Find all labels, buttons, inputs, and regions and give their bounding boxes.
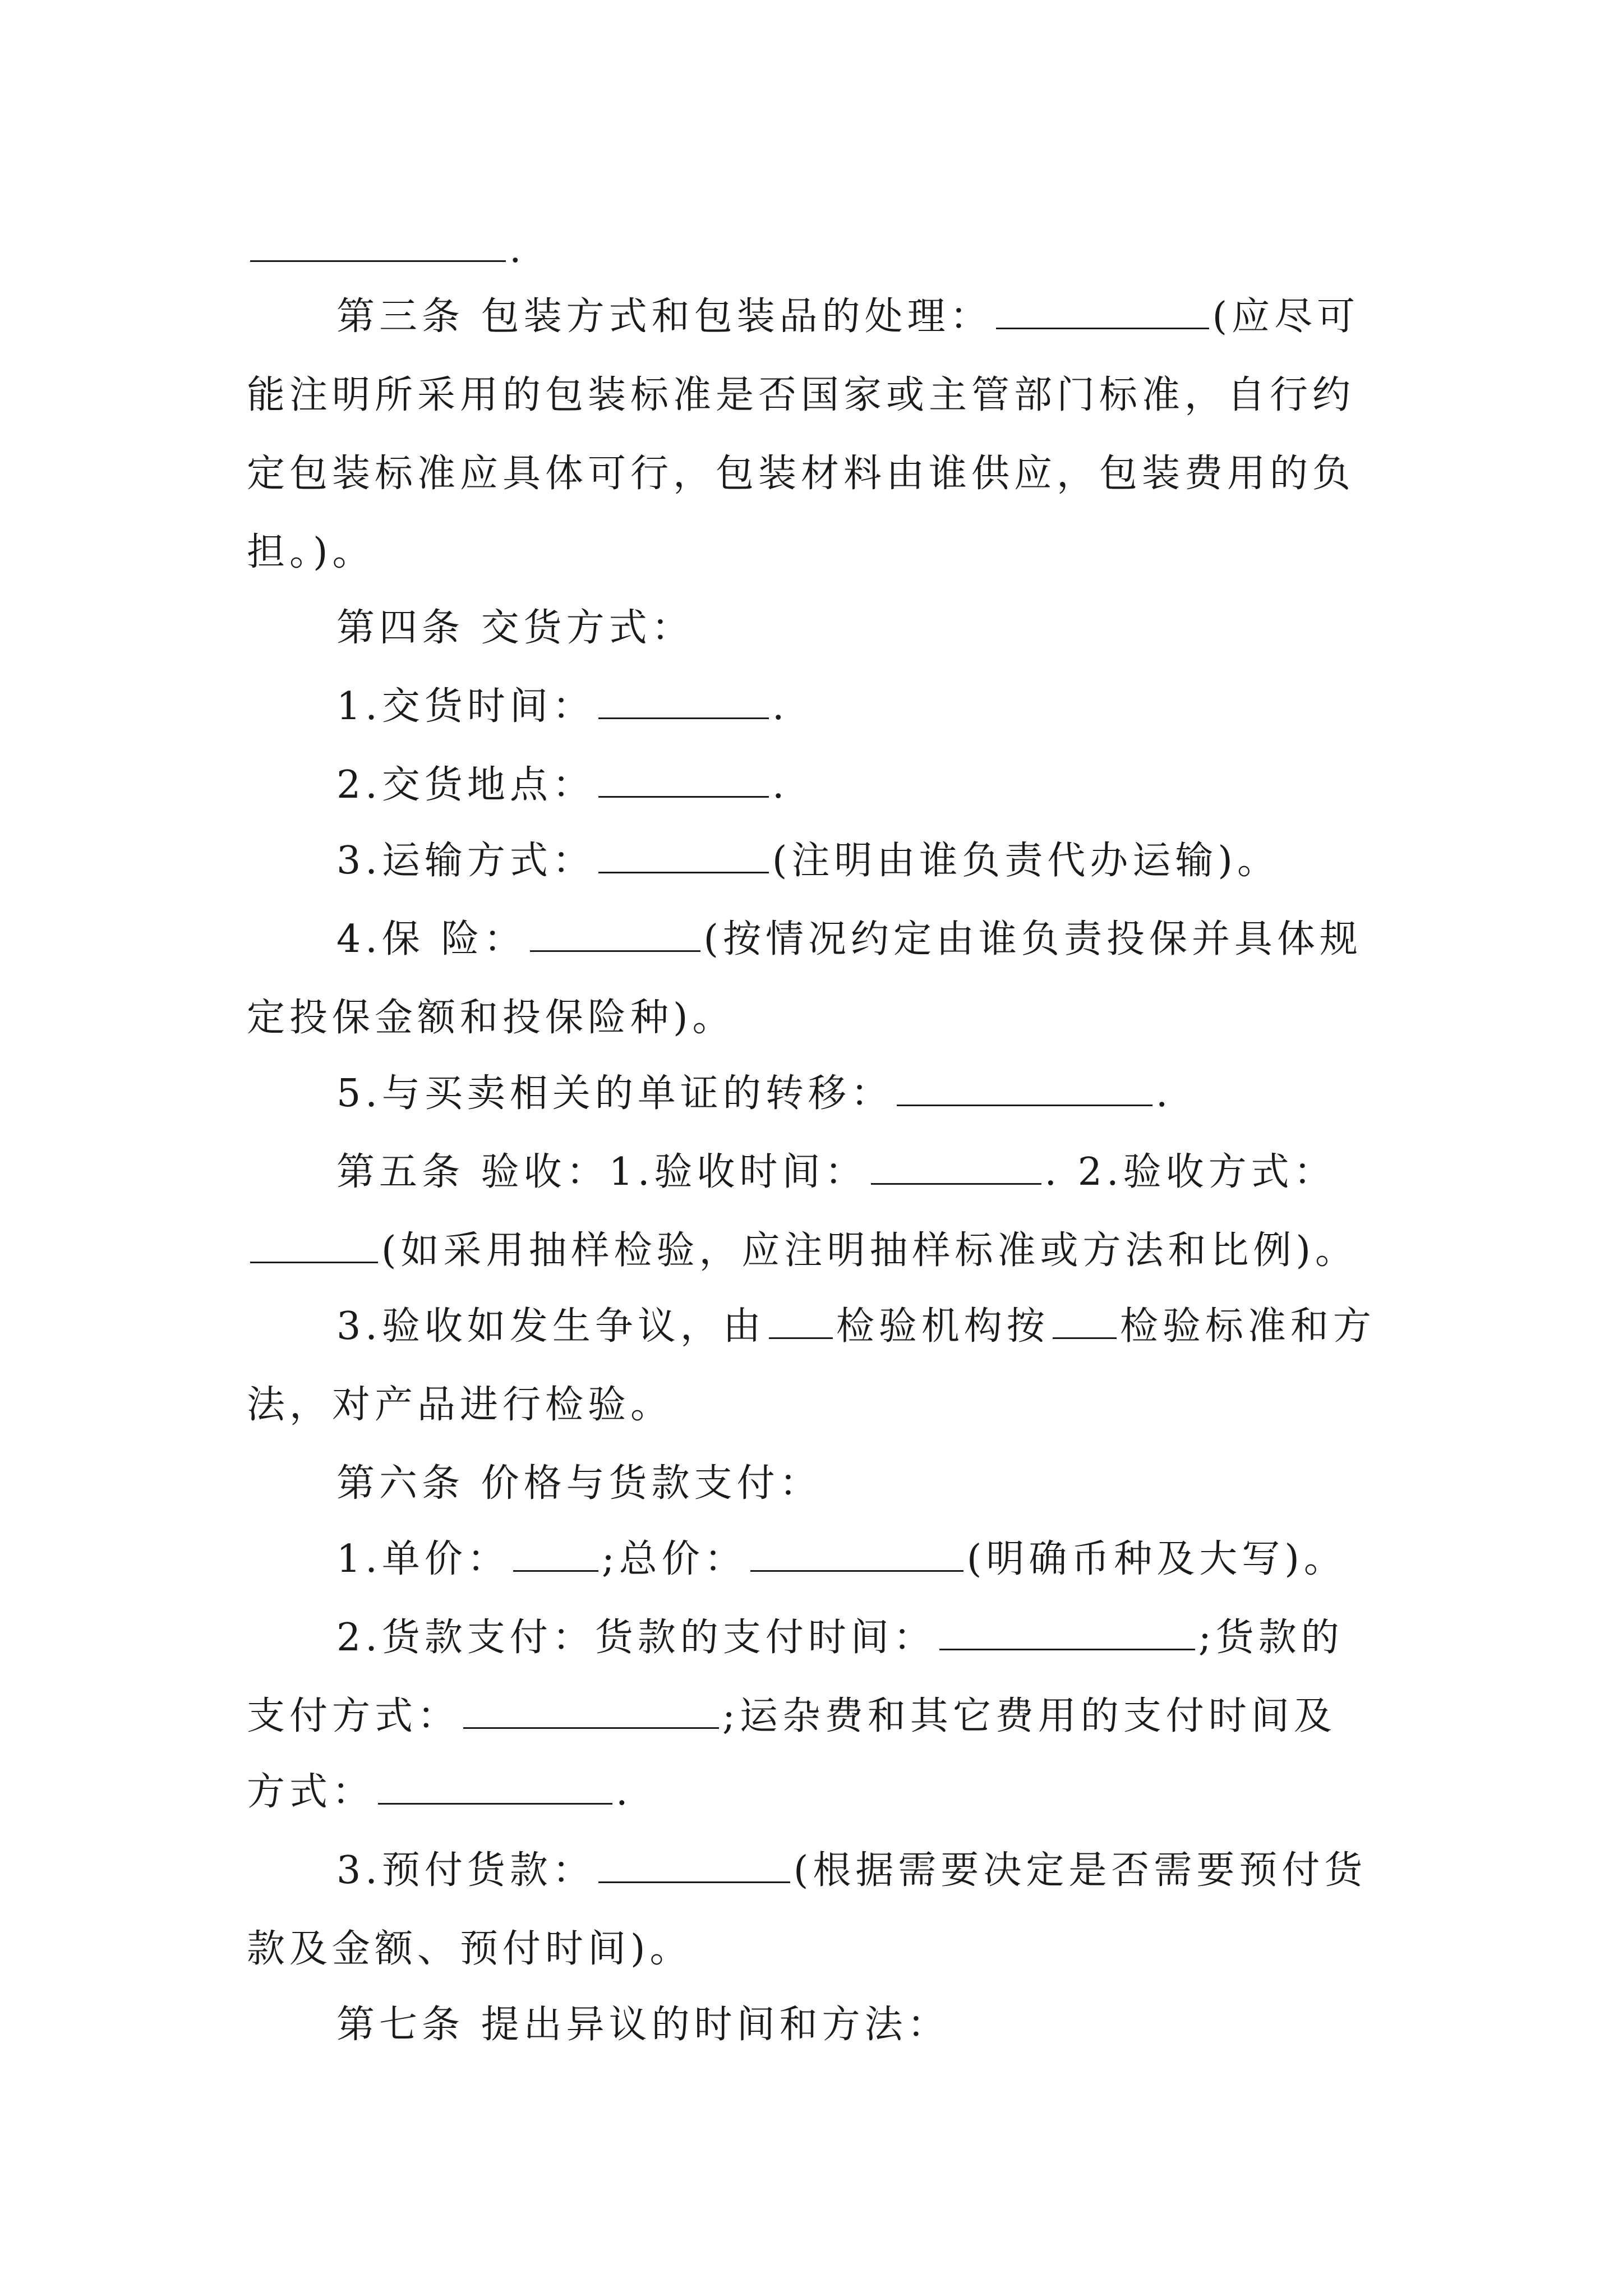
text-run: ;总价：	[601, 1537, 747, 1581]
text-line	[247, 524, 375, 581]
text-run: (根据需要决定是否需要预付货	[793, 1848, 1367, 1893]
fill-in-blank	[513, 1536, 598, 1572]
fill-in-blank	[378, 1769, 612, 1805]
text-run: 第四条 交货方式：	[336, 606, 694, 650]
text-run: 1.单价：	[336, 1537, 510, 1581]
fill-in-blank	[750, 1536, 963, 1572]
fill-in-blank	[897, 1071, 1152, 1106]
text-run: 第七条 提出异议的时间和方法：	[336, 2003, 950, 2047]
text-line	[336, 1610, 1344, 1666]
fill-in-blank	[598, 684, 769, 719]
text-run: (如采用抽样检验，应注明抽样标准或方法和比例)。	[381, 1228, 1358, 1273]
text-line	[336, 912, 1362, 968]
text-run: (明确币种及大写)。	[966, 1537, 1347, 1581]
text-run: 2.交货地点：	[336, 763, 595, 807]
text-run: 定投保金额和投保险种)。	[247, 996, 735, 1040]
text-line	[247, 1921, 693, 1977]
text-line	[247, 990, 735, 1046]
text-line	[336, 1997, 950, 2053]
fill-in-blank	[871, 1149, 1041, 1185]
text-line	[247, 446, 1355, 502]
text-run: 担。)。	[247, 530, 375, 574]
fill-in-blank	[598, 838, 769, 873]
text-run: 第六条 价格与货款支付：	[336, 1461, 822, 1506]
text-run: 支付方式：	[247, 1694, 460, 1738]
text-line	[247, 1223, 1358, 1279]
text-line	[247, 367, 1355, 424]
fill-in-blank	[463, 1694, 719, 1729]
text-line	[336, 1299, 1376, 1355]
text-run: 2.货款支付：货款的支付时间：	[336, 1616, 936, 1660]
text-run: .	[772, 684, 789, 729]
text-line	[336, 757, 789, 813]
text-line	[336, 679, 789, 735]
fill-in-blank	[996, 294, 1209, 329]
text-run: 款及金额、预付时间)。	[247, 1927, 693, 1971]
text-line	[247, 1764, 633, 1820]
text-line	[336, 600, 694, 656]
text-line	[336, 1456, 822, 1512]
text-run: 检验标准和方	[1119, 1304, 1376, 1349]
text-run: 第五条 验收：1.验收时间：	[336, 1150, 868, 1194]
fill-in-blank	[250, 1228, 378, 1263]
fill-in-blank	[250, 227, 506, 262]
fill-in-blank	[769, 1304, 833, 1339]
text-line	[336, 1144, 1336, 1200]
text-line	[247, 1688, 1336, 1745]
text-line	[247, 222, 526, 278]
text-run: 能注明所采用的包装标准是否国家或主管部门标准，自行约	[247, 373, 1355, 417]
text-run: 3.验收如发生争议，由	[336, 1304, 766, 1349]
text-run: (应尽可	[1212, 295, 1360, 339]
text-run: 1.交货时间：	[336, 684, 595, 729]
text-run: .	[772, 763, 789, 807]
text-run: .	[509, 227, 526, 272]
text-run: 3.运输方式：	[336, 839, 595, 883]
text-run: .	[616, 1770, 633, 1814]
text-line	[336, 1066, 1173, 1122]
text-run: 检验机构按	[836, 1304, 1049, 1349]
fill-in-blank	[598, 762, 769, 798]
fill-in-blank	[939, 1615, 1195, 1650]
text-run: (注明由谁负责代办运输)。	[772, 839, 1280, 883]
text-run: ;运杂费和其它费用的支付时间及	[722, 1694, 1336, 1738]
text-run: 定包装标准应具体可行，包装材料由谁供应，包装费用的负	[247, 452, 1355, 496]
text-line	[336, 833, 1280, 889]
text-line	[336, 1531, 1347, 1588]
text-line	[336, 289, 1359, 345]
text-run: 第三条 包装方式和包装品的处理：	[336, 295, 993, 339]
text-run: 3.预付货款：	[336, 1848, 595, 1893]
text-run: ;货款的	[1198, 1616, 1344, 1660]
text-run: 方式：	[247, 1770, 375, 1814]
text-run: (按情况约定由谁负责投保并具体规	[703, 917, 1363, 961]
text-run: . 2.验收方式：	[1044, 1150, 1336, 1194]
text-run: 法，对产品进行检验。	[247, 1383, 674, 1427]
fill-in-blank	[530, 917, 700, 952]
text-run: 5.与买卖相关的单证的转移：	[336, 1071, 893, 1116]
text-run: 4.保 险：	[336, 917, 527, 961]
text-line	[336, 1843, 1367, 1899]
fill-in-blank	[1053, 1304, 1117, 1339]
fill-in-blank	[598, 1848, 790, 1883]
text-run: .	[1155, 1071, 1173, 1116]
text-line	[247, 1377, 673, 1433]
